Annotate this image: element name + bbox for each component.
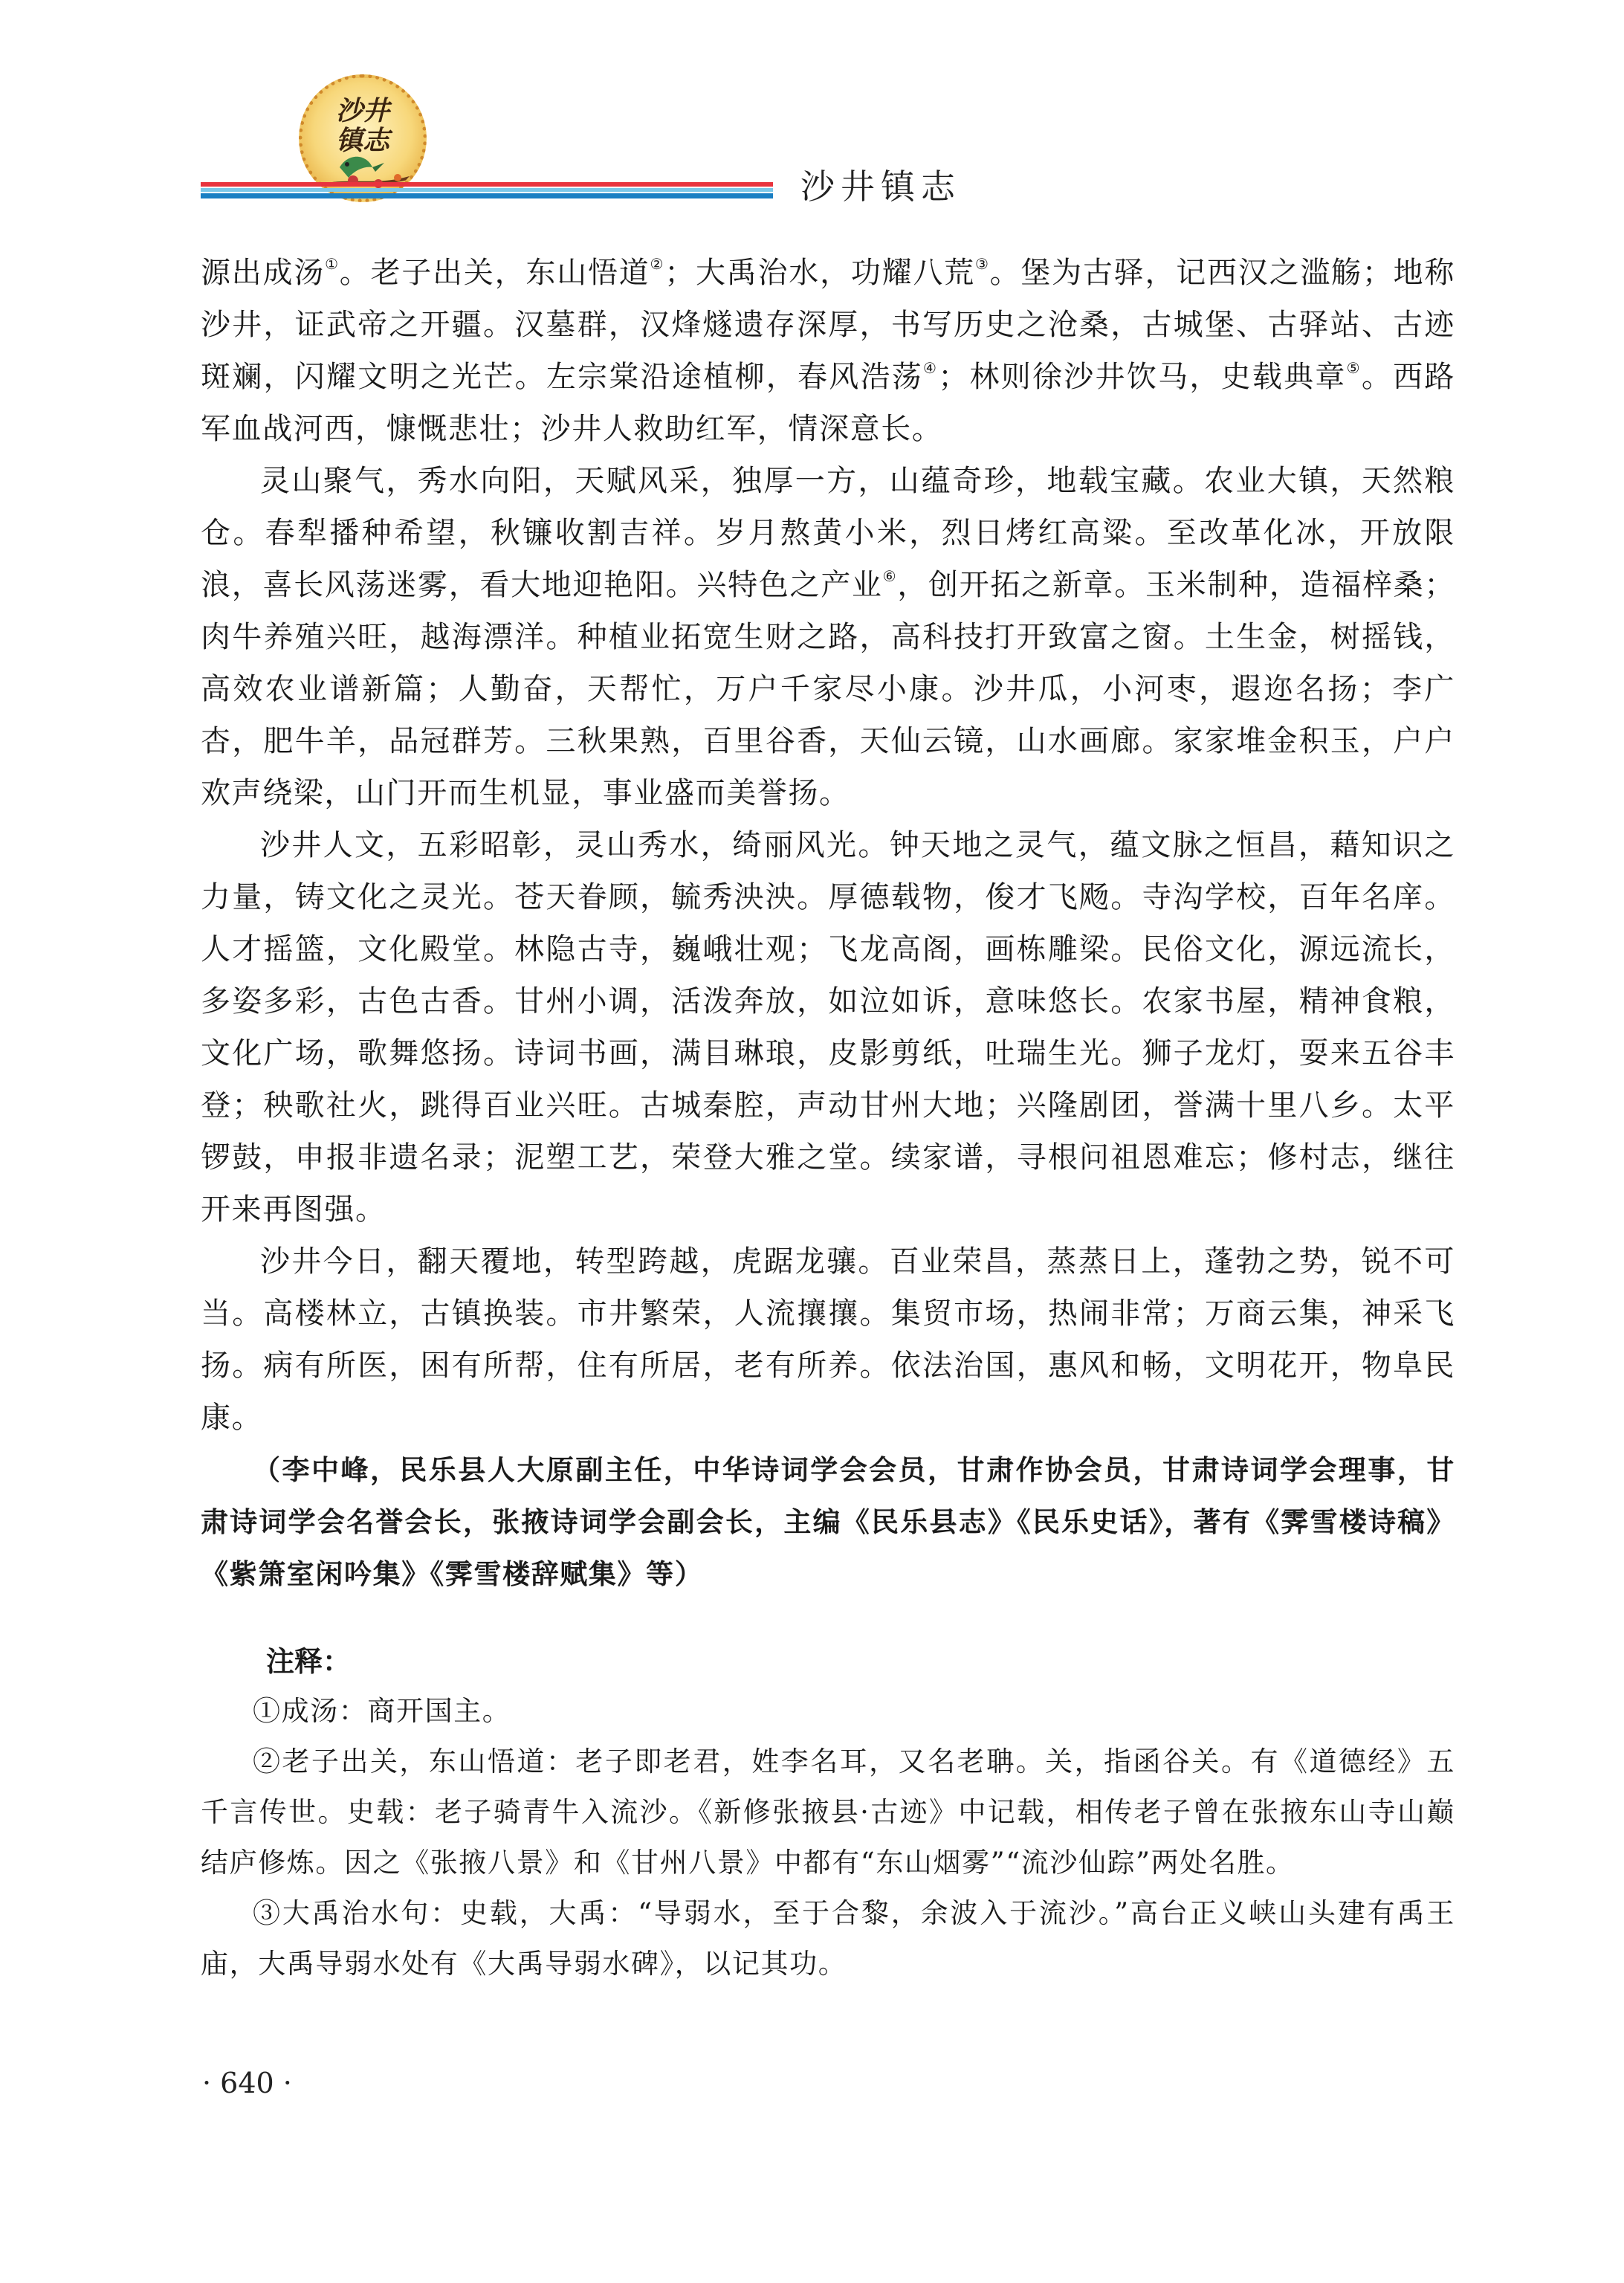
page-header-title: 沙井镇志 xyxy=(800,167,961,207)
note-item: ③大禹治水句：史载，大禹：“导弱水，至于合黎，余波入于流沙。”高台正义峡山头建有禹王庙，大禹导弱水处有《大禹导弱水碑》，以记其功。 xyxy=(201,1897,1455,1980)
paragraph-text: 。老子出关，东山悟道 xyxy=(339,256,650,290)
paragraph-3 xyxy=(201,819,1455,1236)
author-bio: （李中峰，民乐县人大原副主任，中华诗词学会会员，甘肃作协会员，甘肃诗词学会理事，甘肃诗词学会名誉会长，张掖诗词学会副会长，主编《民乐县志》《民乐史话》，著有《霁雪楼诗稿》《紫箫室闲吟集》《霁雪楼辞赋集》等） xyxy=(201,1453,1455,1590)
paragraph-text: ，创开拓之新章。玉米制种，造福梓桑；肉牛养殖兴旺，越海漂洋。种植业拓宽生财之路，高科技打开致富之窗。土生金，树摇钱，高效农业谱新篇；人勤奋，天帮忙，万户千家尽小康。沙井瓜，小河枣，遐迩名扬；李广杏，肥牛羊，品冠群芳。三秋果熟，百里谷香，天仙云镜，山水画廊。家家堆金积玉，户户欢声绕梁，山门开而生机显，事业盛而美誉扬。 xyxy=(201,568,1456,810)
footnote-marker: ⑥ xyxy=(882,567,898,585)
main-text xyxy=(201,247,1455,1989)
header-rule-blue xyxy=(201,193,773,198)
paragraph-text: ；林则徐沙井饮马，史载典章 xyxy=(938,360,1347,394)
note-item: ②老子出关，东山悟道：老子即老君，姓李名耳，又名老聃。关，指函谷关。有《道德经》五千言传世。史载：老子骑青牛入流沙。《新修张掖县·古迹》中记载，相传老子曾在张掖东山寺山巅结庐修炼。因之《张掖八景》和《甘州八景》中都有“东山烟雾”“流沙仙踪”两处名胜。 xyxy=(201,1746,1455,1879)
header-rule-red xyxy=(201,182,773,187)
paragraph-text: 沙井人文，五彩昭彰，灵山秀水，绮丽风光。钟天地之灵气，蕴文脉之恒昌，藉知识之力量，铸文化之灵光。苍天眷顾，毓秀泱泱。厚德载物，俊才飞飏。寺沟学校，百年名庠。人才摇篮，文化殿堂。林隐古寺，巍峨壮观；飞龙高阁，画栋雕梁。民俗文化，源远流长，多姿多彩，古色古香。甘州小调，活泼奔放，如泣如诉，意味悠长。农家书屋，精神食粮，文化广场，歌舞悠扬。诗词书画，满目琳琅，皮影剪纸，吐瑞生光。狮子龙灯，耍来五谷丰登；秧歌社火，跳得百业兴旺。古城秦腔，声动甘州大地；兴隆剧团，誉满十里八乡。太平锣鼓，申报非遗名录；泥塑工艺，荣登大雅之堂。续家谱，寻根问祖恩难忘；修村志，继往开来再图强。 xyxy=(201,828,1455,1227)
paragraph-1 xyxy=(201,247,1455,455)
paragraph-text: ；大禹治水，功耀八荒 xyxy=(664,256,975,290)
paragraph-text: 。西路军血战河西，慷慨悲壮；沙井人救助红军，情深意长。 xyxy=(201,360,1456,446)
logo-text-line1: 沙井 xyxy=(335,95,389,126)
footnote-marker: ① xyxy=(325,255,340,273)
footnote-marker: ④ xyxy=(923,359,939,377)
footnote-marker: ③ xyxy=(974,255,990,273)
notes-title: 注释： xyxy=(266,1645,352,1678)
header-rule-lightblue xyxy=(201,188,773,192)
paragraph-text: 。堡为古驿，记西汉之滥觞；地称沙井，证武帝之开疆。汉墓群，汉烽燧遗存深厚，书写历史之沧桑，古城堡、古驿站、古迹斑斓，闪耀文明之光芒。左宗棠沿途植柳，春风浩荡 xyxy=(201,256,1456,394)
paragraph-text: 灵山聚气，秀水向阳，天赋风采，独厚一方，山蕴奇珍，地载宝藏。农业大镇，天然粮仓。春犁播种希望，秋镰收割吉祥。岁月熬黄小米，烈日烤红高粱。至改革化冰，开放限浪，喜长风荡迷雾，看大地迎艳阳。兴特色之产业 xyxy=(201,464,1455,602)
note-item: ①成汤：商开国主。 xyxy=(253,1695,511,1727)
paragraph-2 xyxy=(201,455,1455,819)
paragraph-text: 源出成汤 xyxy=(201,256,326,290)
page-number: · 640 · xyxy=(202,2067,292,2099)
paragraph-4 xyxy=(201,1236,1455,1444)
footnote-marker: ② xyxy=(650,255,665,273)
footnote-marker: ⑤ xyxy=(1346,359,1362,377)
logo-text-line2: 镇志 xyxy=(335,125,389,156)
paragraph-text: 沙井今日，翻天覆地，转型跨越，虎踞龙骧。百业荣昌，蒸蒸日上，蓬勃之势，锐不可当。高楼林立，古镇换装。市井繁荣，人流攘攘。集贸市场，热闹非常；万商云集，神采飞扬。病有所医，困有所帮，住有所居，老有所养。依法治国，惠风和畅，文明花开，物阜民康。 xyxy=(201,1244,1455,1435)
